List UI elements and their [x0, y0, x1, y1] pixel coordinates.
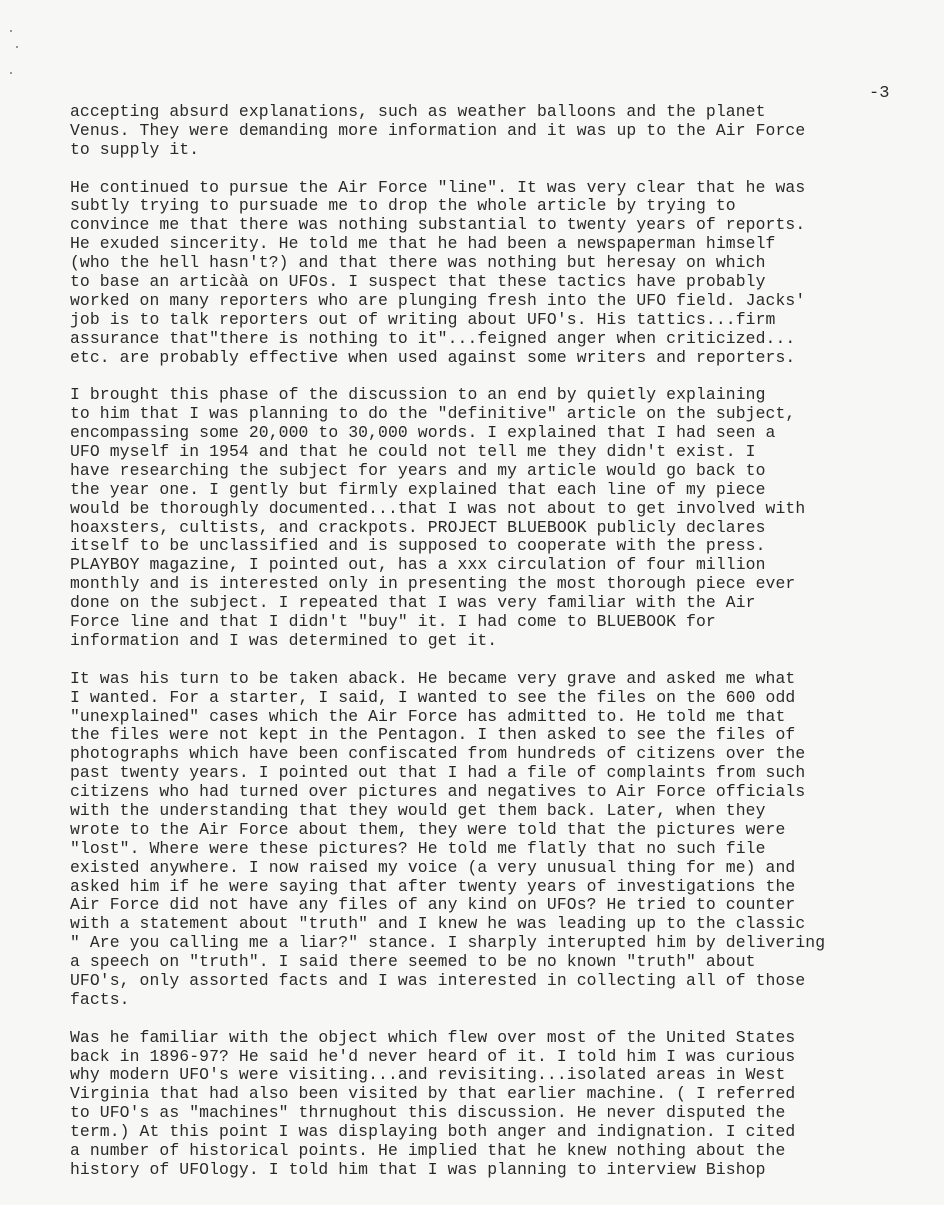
text-line: UFO myself in 1954 and that he could not tell me they didn't exist. I — [70, 442, 756, 462]
paragraph — [70, 179, 940, 368]
text-line: to supply it. — [70, 139, 200, 159]
text-line: information and I was determined to get it. — [70, 630, 498, 650]
paragraph — [70, 103, 940, 160]
text-line: " Are you calling me a liar?" stance. I sharply interupted him by delivering — [70, 933, 826, 953]
paragraph — [70, 670, 940, 1010]
text-line: to him that I was planning to do the "definitive" article on the subject, — [70, 404, 796, 424]
text-line: monthly and is interested only in presenting the most thorough piece ever — [70, 574, 796, 594]
text-line: asked him if he were saying that after twenty years of investigations the — [70, 876, 796, 896]
text-line: would be thoroughly documented...that I was not about to get involved with — [70, 498, 806, 518]
text-line: term.) At this point I was displaying both anger and indignation. I cited — [70, 1122, 796, 1142]
text-line: a speech on "truth". I said there seemed to be no known "truth" about — [70, 952, 756, 972]
text-line: Force line and that I didn't "buy" it. I had come to BLUEBOOK for — [70, 612, 716, 632]
text-line: "lost". Where were these pictures? He told me flatly that no such file — [70, 838, 766, 858]
paragraph-gap — [70, 367, 940, 386]
text-line: He exuded sincerity. He told me that he had been a newspaperman himself — [70, 234, 776, 254]
text-line: He continued to pursue the Air Force "line". It was very clear that he was — [70, 177, 806, 197]
text-line: the files were not kept in the Pentagon. I then asked to see the files of — [70, 725, 796, 745]
text-line: job is to talk reporters out of writing about UFO's. His tattics...firm — [70, 309, 776, 329]
text-line: have researching the subject for years and my article would go back to — [70, 460, 766, 480]
text-line: back in 1896-97? He said he'd never heard of it. I told him I was curious — [70, 1046, 796, 1066]
text-line: hoaxsters, cultists, and crackpots. PROJECT BLUEBOOK publicly declares — [70, 517, 766, 537]
text-line: to base an articàà on UFOs. I suspect that these tactics have probably — [70, 272, 766, 292]
text-line: history of UFOlogy. I told him that I was planning to interview Bishop — [70, 1159, 766, 1179]
text-line: assurance that"there is nothing to it"...feigned anger when criticized... — [70, 328, 796, 348]
text-line: convince me that there was nothing substantial to twenty years of reports. — [70, 215, 806, 235]
text-line: I wanted. For a starter, I said, I wanted to see the files on the 600 odd — [70, 687, 796, 707]
text-line: Air Force did not have any files of any kind on UFOs? He tried to counter — [70, 895, 796, 915]
text-line: with the understanding that they would get them back. Later, when they — [70, 800, 766, 820]
text-line: to UFO's as "machines" thrnughout this discussion. He never disputed the — [70, 1103, 786, 1123]
text-line: photographs which have been confiscated from hundreds of citizens over the — [70, 744, 806, 764]
text-line: with a statement about "truth" and I knew he was leading up to the classic — [70, 914, 806, 934]
text-line: "unexplained" cases which the Air Force has admitted to. He told me that — [70, 706, 786, 726]
letter-body — [70, 103, 940, 1180]
text-line: itself to be unclassified and is supposed to cooperate with the press. — [70, 536, 766, 556]
text-line: (who the hell hasn't?) and that there was nothing but heresay on which — [70, 253, 766, 273]
text-line: I brought this phase of the discussion to an end by quietly explaining — [70, 385, 766, 405]
text-line: why modern UFO's were visiting...and revisiting...isolated areas in West — [70, 1065, 786, 1085]
text-line: Was he familiar with the object which flew over most of the United States — [70, 1027, 796, 1047]
paragraph-gap — [70, 160, 940, 179]
paragraph-gap — [70, 651, 940, 670]
text-line: wrote to the Air Force about them, they were told that the pictures were — [70, 819, 786, 839]
text-line: etc. are probably effective when used against some writers and reporters. — [70, 347, 796, 367]
paper-speck — [16, 46, 18, 48]
text-line: facts. — [70, 989, 130, 1009]
text-line: It was his turn to be taken aback. He became very grave and asked me what — [70, 668, 796, 688]
text-line: existed anywhere. I now raised my voice (a very unusual thing for me) and — [70, 857, 796, 877]
text-line: subtly trying to pursuade me to drop the whole article by trying to — [70, 196, 736, 216]
text-line: PLAYBOY magazine, I pointed out, has a xxx circulation of four million — [70, 555, 766, 575]
text-line: UFO's, only assorted facts and I was interested in collecting all of those — [70, 970, 806, 990]
text-line: accepting absurd explanations, such as weather balloons and the planet — [70, 102, 766, 121]
text-line: Venus. They were demanding more information and it was up to the Air Force — [70, 120, 806, 140]
paper-speck — [10, 30, 12, 32]
page-number: -3 — [869, 84, 890, 103]
paragraph — [70, 386, 940, 650]
text-line: worked on many reporters who are plunging fresh into the UFO field. Jacks' — [70, 290, 806, 310]
text-line: the year one. I gently but firmly explained that each line of my piece — [70, 479, 766, 499]
text-line: a number of historical points. He implied that he knew nothing about the — [70, 1140, 786, 1160]
text-line: citizens who had turned over pictures and negatives to Air Force officials — [70, 782, 806, 802]
paragraph-gap — [70, 1010, 940, 1029]
paper-speck — [10, 72, 12, 74]
text-line: Virginia that had also been visited by that earlier machine. ( I referred — [70, 1084, 796, 1104]
paragraph — [70, 1029, 940, 1180]
text-line: encompassing some 20,000 to 30,000 words. I explained that I had seen a — [70, 423, 776, 443]
text-line: done on the subject. I repeated that I was very familiar with the Air — [70, 593, 756, 613]
text-line: past twenty years. I pointed out that I had a file of complaints from such — [70, 763, 806, 783]
